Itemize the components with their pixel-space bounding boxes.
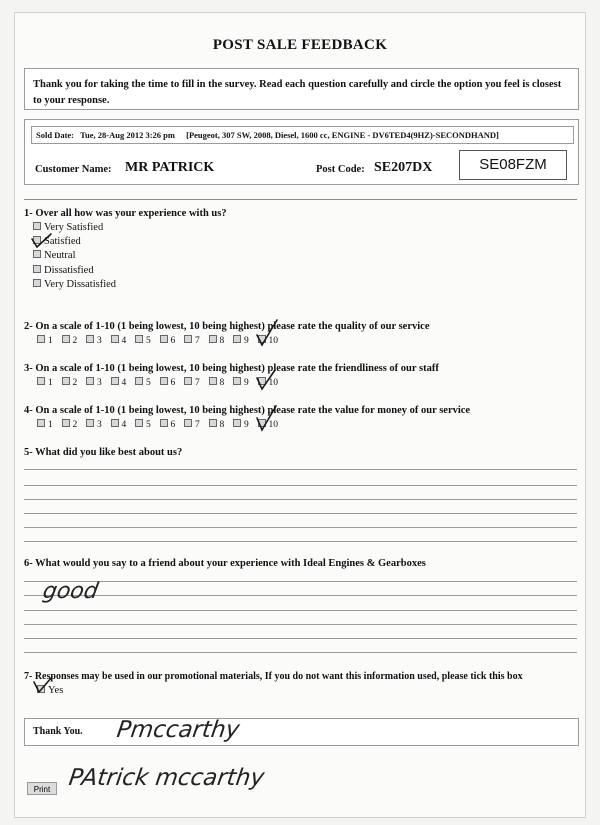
scale-option[interactable]: 8	[209, 377, 234, 388]
answer-line	[24, 527, 577, 528]
sold-date-label: Sold Date:	[36, 130, 75, 140]
scale-option[interactable]: 3	[86, 335, 111, 346]
section-divider	[24, 199, 577, 200]
checkbox-icon[interactable]	[86, 419, 94, 427]
checkbox-icon[interactable]	[62, 377, 70, 385]
q4-question: 4- On a scale of 1-10 (1 being lowest, 10 being highest) please rate the value for money of our service	[24, 405, 471, 416]
checkbox-icon[interactable]	[184, 419, 192, 427]
postcode-label: Post Code:	[316, 164, 365, 175]
scale-option[interactable]: 10	[258, 419, 283, 430]
scale-option[interactable]: 9	[233, 335, 258, 346]
scale-option[interactable]: 8	[209, 335, 234, 346]
q4-scale	[37, 419, 282, 430]
q6-handwritten-answer: good	[40, 579, 101, 604]
checkbox-icon[interactable]	[184, 377, 192, 385]
answer-line	[24, 595, 577, 596]
scale-option[interactable]: 9	[233, 377, 258, 388]
checkbox-icon[interactable]	[233, 335, 241, 343]
answer-line	[24, 624, 577, 625]
q1-option-very-dissatisfied[interactable]: Very Dissatisfied	[33, 279, 116, 290]
q2-scale	[37, 335, 282, 346]
checkbox-icon[interactable]	[184, 335, 192, 343]
sold-date-row	[31, 126, 574, 144]
q3-question: 3- On a scale of 1-10 (1 being lowest, 10 being highest) please rate the friendliness of our staff	[24, 363, 439, 374]
checkbox-icon[interactable]	[209, 377, 217, 385]
q5-question: 5- What did you like best about us?	[24, 447, 183, 458]
checkbox-icon[interactable]	[37, 377, 45, 385]
q3-scale	[37, 377, 282, 388]
scale-option[interactable]: 1	[37, 419, 62, 430]
intro-text: Thank you for taking the time to fill in the survey. Read each question carefully and circle the option you feel is closest to your response.	[33, 79, 562, 106]
checkbox-icon[interactable]	[233, 419, 241, 427]
checkbox-icon[interactable]	[160, 377, 168, 385]
answer-line	[24, 485, 577, 486]
checkbox-icon[interactable]	[111, 335, 119, 343]
checkbox-icon[interactable]	[209, 419, 217, 427]
q7-option-yes[interactable]: Yes	[37, 685, 63, 696]
scale-option[interactable]: 3	[86, 377, 111, 388]
checkbox-icon[interactable]	[160, 419, 168, 427]
checkbox-icon[interactable]	[33, 279, 41, 287]
registration-box: SE08FZM	[459, 150, 567, 180]
q1-question: 1- Over all how was your experience with us?	[24, 208, 227, 219]
form-title: POST SALE FEEDBACK	[212, 37, 388, 53]
scale-option[interactable]: 9	[233, 419, 258, 430]
answer-line	[24, 581, 577, 582]
scale-option[interactable]: 2	[62, 335, 87, 346]
printed-name: PAtrick mccarthy	[67, 765, 266, 791]
thank-you-label: Thank You.	[33, 726, 83, 737]
order-info-box	[24, 119, 579, 185]
intro-box	[24, 68, 579, 110]
checkbox-icon[interactable]	[86, 377, 94, 385]
scale-option[interactable]: 7	[184, 335, 209, 346]
answer-line	[24, 541, 577, 542]
q6-question: 6- What would you say to a friend about your experience with Ideal Engines & Gearboxes	[24, 558, 426, 569]
tick-mark-icon	[255, 405, 279, 433]
checkbox-icon[interactable]	[86, 335, 94, 343]
scale-option[interactable]: 1	[37, 335, 62, 346]
scale-option[interactable]: 7	[184, 419, 209, 430]
checkbox-icon[interactable]	[135, 335, 143, 343]
scale-option[interactable]: 6	[160, 377, 185, 388]
checkbox-icon[interactable]	[33, 250, 41, 258]
answer-line	[24, 469, 577, 470]
scale-option[interactable]: 6	[160, 335, 185, 346]
tick-mark-icon	[31, 233, 55, 249]
answer-line	[24, 652, 577, 653]
scale-option[interactable]: 4	[111, 377, 136, 388]
signature: Pmccarthy	[115, 717, 242, 743]
postcode-value: SE207DX	[374, 160, 433, 175]
q1-option-satisfied[interactable]: Satisfied	[33, 236, 81, 247]
customer-name-label: Customer Name:	[35, 164, 112, 175]
checkbox-icon[interactable]	[135, 377, 143, 385]
tick-mark-icon	[255, 318, 281, 348]
scale-option[interactable]: 1	[37, 377, 62, 388]
print-button[interactable]: Print	[27, 782, 57, 795]
scale-option[interactable]: 10	[258, 377, 283, 388]
checkbox-icon[interactable]	[111, 419, 119, 427]
q1-option-very-satisfied[interactable]: Very Satisfied	[33, 222, 103, 233]
q1-option-neutral[interactable]: Neutral	[33, 250, 76, 261]
tick-mark-icon	[33, 676, 55, 694]
scale-option[interactable]: 7	[184, 377, 209, 388]
scale-option[interactable]: 5	[135, 335, 160, 346]
answer-line	[24, 610, 577, 611]
tick-mark-icon	[255, 368, 279, 392]
scale-option[interactable]: 5	[135, 419, 160, 430]
thank-you-box	[24, 718, 579, 746]
checkbox-icon[interactable]	[37, 419, 45, 427]
checkbox-icon[interactable]	[62, 419, 70, 427]
feedback-form	[14, 12, 586, 818]
q2-question: 2- On a scale of 1-10 (1 being lowest, 10 being highest) please rate the quality of our service	[24, 321, 430, 332]
checkbox-icon[interactable]	[160, 335, 168, 343]
answer-line	[24, 513, 577, 514]
scale-option[interactable]: 2	[62, 377, 87, 388]
checkbox-icon[interactable]	[111, 377, 119, 385]
scale-option[interactable]: 4	[111, 335, 136, 346]
checkbox-icon[interactable]	[33, 265, 41, 273]
checkbox-icon[interactable]	[233, 377, 241, 385]
scale-option[interactable]: 4	[111, 419, 136, 430]
vehicle-details: [Peugeot, 307 SW, 2008, Diesel, 1600 cc, ENGINE - DV6TED4(9HZ)-SECONDHAND]	[186, 130, 499, 140]
answer-line	[24, 499, 577, 500]
scale-option[interactable]: 8	[209, 419, 234, 430]
answer-line	[24, 638, 577, 639]
q7-question: 7- Responses may be used in our promotional materials, If you do not want this information used, please tick this box	[24, 671, 523, 682]
checkbox-icon[interactable]	[135, 419, 143, 427]
scale-option[interactable]: 10	[258, 335, 283, 346]
sold-date-value: Tue, 28-Aug 2012 3:26 pm	[80, 130, 175, 140]
checkbox-icon[interactable]	[37, 335, 45, 343]
scale-option[interactable]: 6	[160, 419, 185, 430]
scale-option[interactable]: 2	[62, 419, 87, 430]
checkbox-icon[interactable]	[62, 335, 70, 343]
checkbox-icon[interactable]	[209, 335, 217, 343]
q1-option-dissatisfied[interactable]: Dissatisfied	[33, 265, 94, 276]
scale-option[interactable]: 3	[86, 419, 111, 430]
scale-option[interactable]: 5	[135, 377, 160, 388]
customer-name-value: MR PATRICK	[125, 160, 215, 175]
checkbox-icon[interactable]	[33, 222, 41, 230]
